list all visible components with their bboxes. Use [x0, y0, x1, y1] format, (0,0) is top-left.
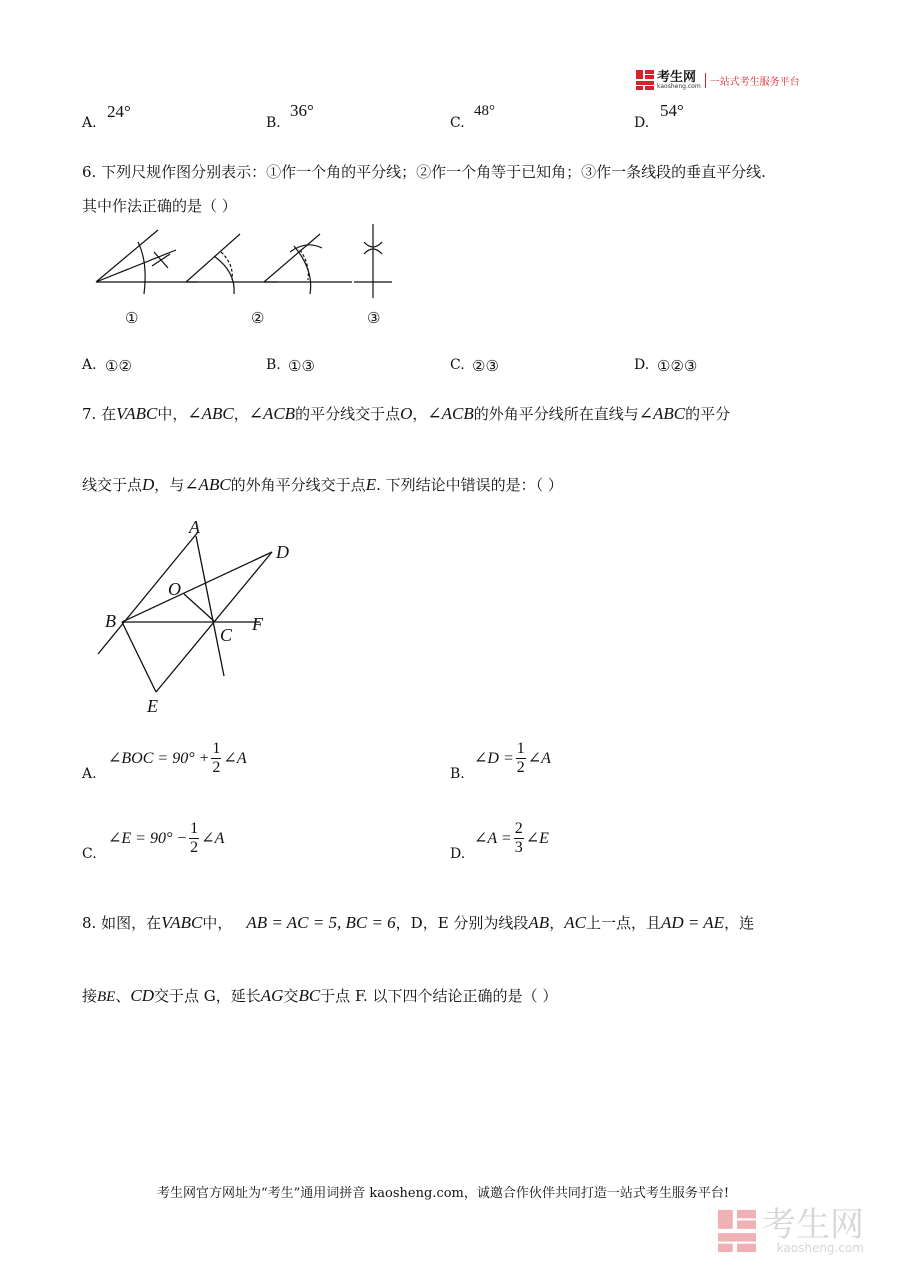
- q7-line-ac: [196, 536, 224, 676]
- q7-option-c-lhs: ∠E = 90° −: [108, 830, 188, 848]
- q8-triangle: VABC: [161, 913, 203, 932]
- q6-option-d-label: D.: [634, 357, 650, 373]
- q6-figure-label-2: ②: [251, 309, 265, 327]
- q8-de-text: ，D，E 分别为线段: [395, 914, 529, 932]
- q8-number: 8. 如图，在: [82, 914, 162, 932]
- q7-option-b-label: B.: [450, 766, 465, 782]
- q8-segment-ab: AB: [528, 913, 550, 932]
- q6-figure-3: [264, 234, 352, 294]
- q5-option-b-value: 36°: [290, 101, 314, 120]
- q7-option-d-formula: [474, 820, 549, 856]
- logo-brand: 考生网: [657, 69, 697, 85]
- q7-line2-a: 线交于点: [82, 476, 143, 494]
- q7-line-2: [82, 474, 563, 495]
- q6-option-a-value: ①②: [105, 357, 132, 375]
- q8-segment-be: BE: [97, 989, 116, 1005]
- q7-option-d-num: 2: [514, 820, 523, 837]
- q8-text-2: ，连: [724, 914, 755, 932]
- q5-option-a-label: A.: [82, 115, 97, 131]
- q8-zhong: 中，: [202, 914, 233, 932]
- q5-option-c-label: C.: [450, 115, 465, 131]
- q7-text-3: 的平分: [685, 405, 731, 423]
- q7-option-a-rhs: ∠A: [223, 750, 247, 768]
- q7-line2-c: 的外角平分线交于点: [230, 476, 366, 494]
- q7-fig-label-o: O: [168, 579, 181, 599]
- q7-option-a-fraction: [211, 740, 221, 776]
- q6-figure-1: [96, 230, 198, 294]
- q7-option-a-lhs: ∠BOC = 90° +: [108, 750, 210, 768]
- q8-line2-a: 接: [82, 987, 98, 1005]
- q6-construction-figures: [88, 222, 408, 302]
- q7-point-d: D: [142, 475, 155, 494]
- q7-option-d-fraction: [514, 820, 524, 856]
- q6-option-a-label: A.: [82, 357, 97, 373]
- q7-option-c-label: C.: [82, 846, 97, 862]
- q7-option-a-formula: [108, 740, 247, 776]
- q7-option-b-lhs: ∠D =: [474, 750, 514, 768]
- q6-option-b-label: B.: [266, 357, 281, 373]
- q5-option-c-value: 48°: [474, 103, 495, 119]
- q8-line2-e: 于点 F. 以下四个结论正确的是（ ）: [320, 987, 558, 1005]
- q7-option-b-fraction: [516, 740, 526, 776]
- q7-option-d-label: D.: [450, 846, 466, 862]
- q7-option-d-den: 3: [514, 838, 523, 856]
- q7-angle-acb-2: ∠ACB: [427, 404, 474, 423]
- q7-sep-2: ，: [412, 405, 428, 423]
- watermark-logo-icon: [718, 1209, 756, 1253]
- q7-sep-1: ，: [233, 405, 249, 423]
- watermark-domain: kaosheng.com: [776, 1241, 864, 1255]
- q6-option-c-value: ②③: [472, 357, 499, 375]
- q6-figure-4: [354, 224, 392, 298]
- q7-line2-b: ，与: [154, 476, 185, 494]
- q7-fig-label-e: E: [147, 696, 158, 716]
- q7-line-bd: [122, 552, 272, 622]
- q8-line-2: [82, 985, 557, 1006]
- q7-option-c-num: 1: [190, 820, 199, 837]
- q8-segment-ag: AG: [260, 986, 284, 1005]
- q8-sep: ，: [549, 914, 565, 932]
- q7-option-b-formula: [474, 740, 551, 776]
- q7-angle-abc: ∠ABC: [187, 404, 234, 423]
- q7-line2-d: . 下列结论中错误的是：（ ）: [376, 476, 563, 494]
- footer-watermark: [718, 1205, 864, 1255]
- q7-number: 7. 在: [82, 405, 117, 423]
- q6-line-2: 其中作法正确的是（ ）: [82, 197, 237, 215]
- q7-zhong: 中，: [157, 405, 188, 423]
- q7-option-b-den: 2: [516, 758, 525, 776]
- q7-fig-label-b: B: [105, 611, 116, 631]
- logo-slogan: 一站式考生服务平台: [705, 73, 800, 88]
- q7-triangle: VABC: [116, 404, 158, 423]
- q7-line-be: [122, 622, 156, 692]
- q6-option-c-label: C.: [450, 357, 465, 373]
- q8-text-1: 上一点，且: [585, 914, 661, 932]
- q6-option-d-value: ①②③: [657, 357, 698, 375]
- q7-point-o: O: [400, 404, 413, 423]
- q7-fig-label-c: C: [220, 625, 233, 645]
- q6-figure-label-3: ③: [367, 309, 381, 327]
- q7-option-c-den: 2: [190, 838, 199, 856]
- q8-segment-bc: BC: [298, 986, 321, 1005]
- q7-angle-abc-3: ∠ABC: [184, 475, 231, 494]
- q6-figure-2: [186, 234, 278, 294]
- q8-line-1: [82, 912, 754, 933]
- q5-option-d-value: 54°: [660, 101, 684, 120]
- q7-fig-label-d: D: [276, 542, 289, 562]
- q7-option-b-num: 1: [516, 740, 525, 757]
- q8-line2-b: 、: [115, 987, 131, 1005]
- q6-figure-label-1: ①: [125, 309, 139, 327]
- q7-fig-label-a: A: [189, 517, 200, 537]
- q7-option-c-formula: [108, 820, 224, 856]
- q7-option-c-rhs: ∠A: [201, 830, 225, 848]
- q7-option-b-rhs: ∠A: [527, 750, 551, 768]
- q8-segment-ac: AC: [564, 913, 586, 932]
- q7-text-2: 的外角平分线所在直线与: [473, 405, 639, 423]
- q8-ad-ae: AD = AE: [660, 913, 725, 932]
- q7-geometry-figure: [90, 512, 300, 722]
- q7-option-d-rhs: ∠E: [525, 830, 549, 848]
- q8-line2-d: 交: [283, 987, 299, 1005]
- q7-option-a-label: A.: [82, 766, 97, 782]
- q7-angle-acb: ∠ACB: [248, 404, 296, 423]
- footer-text: 考生网官方网址为“考生”通用词拼音 kaosheng.com，诚邀合作伙伴共同打造一站式考生服务平台!: [157, 1186, 730, 1201]
- header-logo: [636, 70, 800, 90]
- q7-option-a-num: 1: [212, 740, 221, 757]
- q7-option-c-fraction: [189, 820, 199, 856]
- q8-condition: AB = AC = 5, BC = 6: [246, 913, 396, 932]
- q5-option-d-label: D.: [634, 115, 650, 131]
- q7-angle-abc-2: ∠ABC: [638, 404, 686, 423]
- q6-option-b-value: ①③: [288, 357, 315, 375]
- q6-line-1: 6. 下列尺规作图分别表示：①作一个角的平分线；②作一个角等于已知角；③作一条线段的垂直平分线.: [82, 163, 766, 181]
- q5-option-b-label: B.: [266, 115, 281, 131]
- q8-line2-c: 交于点 G，延长: [153, 987, 261, 1005]
- q7-point-e: E: [365, 475, 377, 494]
- kaosheng-logo-icon: [636, 70, 654, 90]
- q7-line-1: [82, 403, 730, 424]
- watermark-brand: 考生网: [762, 1205, 864, 1245]
- q5-option-a-value: 24°: [107, 102, 131, 121]
- q8-segment-cd: CD: [130, 986, 154, 1005]
- logo-domain: kaosheng.com: [657, 82, 701, 90]
- q7-fig-label-f: F: [252, 614, 263, 634]
- q7-text-1: 的平分线交于点: [295, 405, 401, 423]
- q7-option-a-den: 2: [212, 758, 221, 776]
- q7-option-d-lhs: ∠A =: [474, 830, 512, 848]
